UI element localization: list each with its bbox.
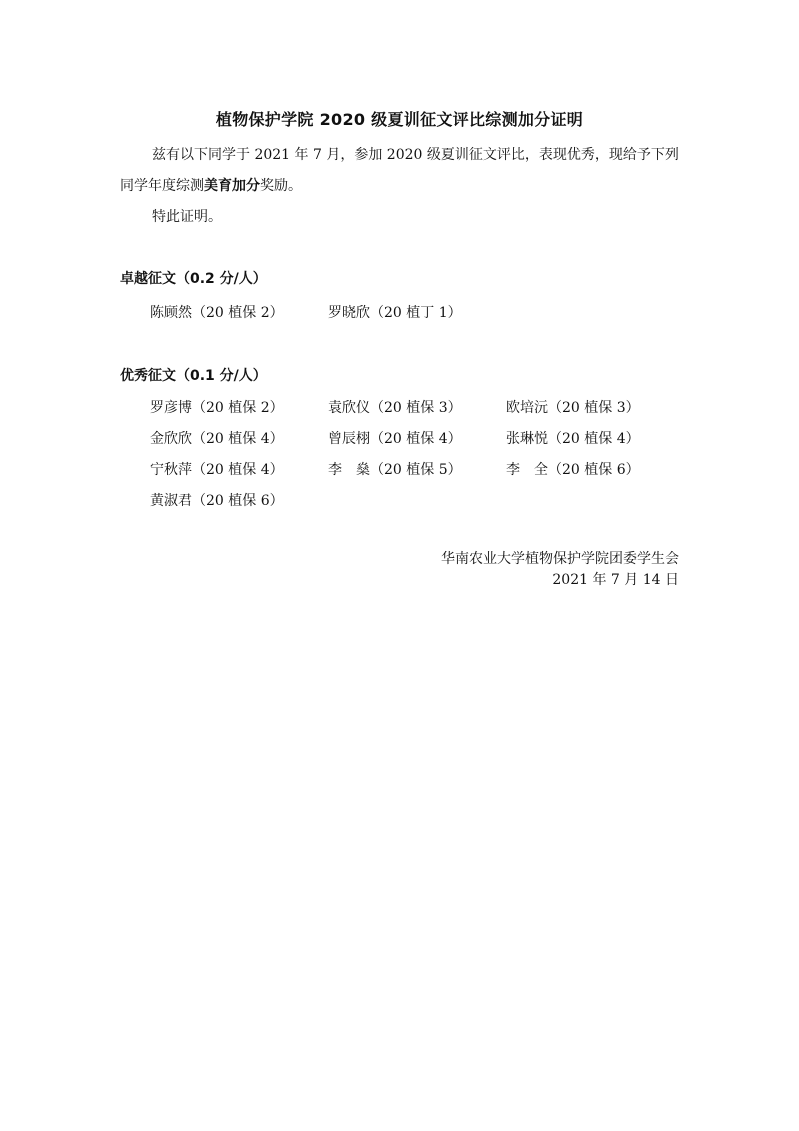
document-title: 植物保护学院 2020 级夏训征文评比综测加分证明 <box>215 110 584 129</box>
student-name: 欧培沅（20 植保 3） <box>506 400 640 416</box>
student-name: 李 燊（20 植保 5） <box>328 462 462 478</box>
intro-text-end: 奖励。 <box>260 178 302 194</box>
student-name: 张琳悦（20 植保 4） <box>506 431 640 447</box>
student-name: 宁秋萍（20 植保 4） <box>150 462 284 478</box>
student-name: 袁欣仪（20 植保 3） <box>328 400 462 416</box>
intro-paragraph <box>120 140 680 202</box>
section-heading-outstanding: 优秀征文（0.1 分/人） <box>120 368 267 384</box>
student-name: 罗彦博（20 植保 2） <box>150 400 284 416</box>
signature-organization: 华南农业大学植物保护学院团委学生会 <box>441 551 679 567</box>
student-name: 陈顾然（20 植保 2） <box>150 305 284 321</box>
section-heading-excellent: 卓越征文（0.2 分/人） <box>120 271 267 287</box>
certify-line: 特此证明。 <box>152 209 222 225</box>
student-name: 黄淑君（20 植保 6） <box>150 493 284 509</box>
student-name: 罗晓欣（20 植丁 1） <box>328 305 462 321</box>
student-name: 曾辰栩（20 植保 4） <box>328 431 462 447</box>
student-name: 金欣欣（20 植保 4） <box>150 431 284 447</box>
intro-bold-text: 美育加分 <box>204 178 260 194</box>
signature-date: 2021 年 7 月 14 日 <box>552 572 679 588</box>
student-name: 李 全（20 植保 6） <box>506 462 640 478</box>
intro-text: 兹有以下同学于 2021 年 7 月，参加 2020 级夏训征文评比，表现优秀，现给予下列同学年度综测 <box>120 147 679 194</box>
